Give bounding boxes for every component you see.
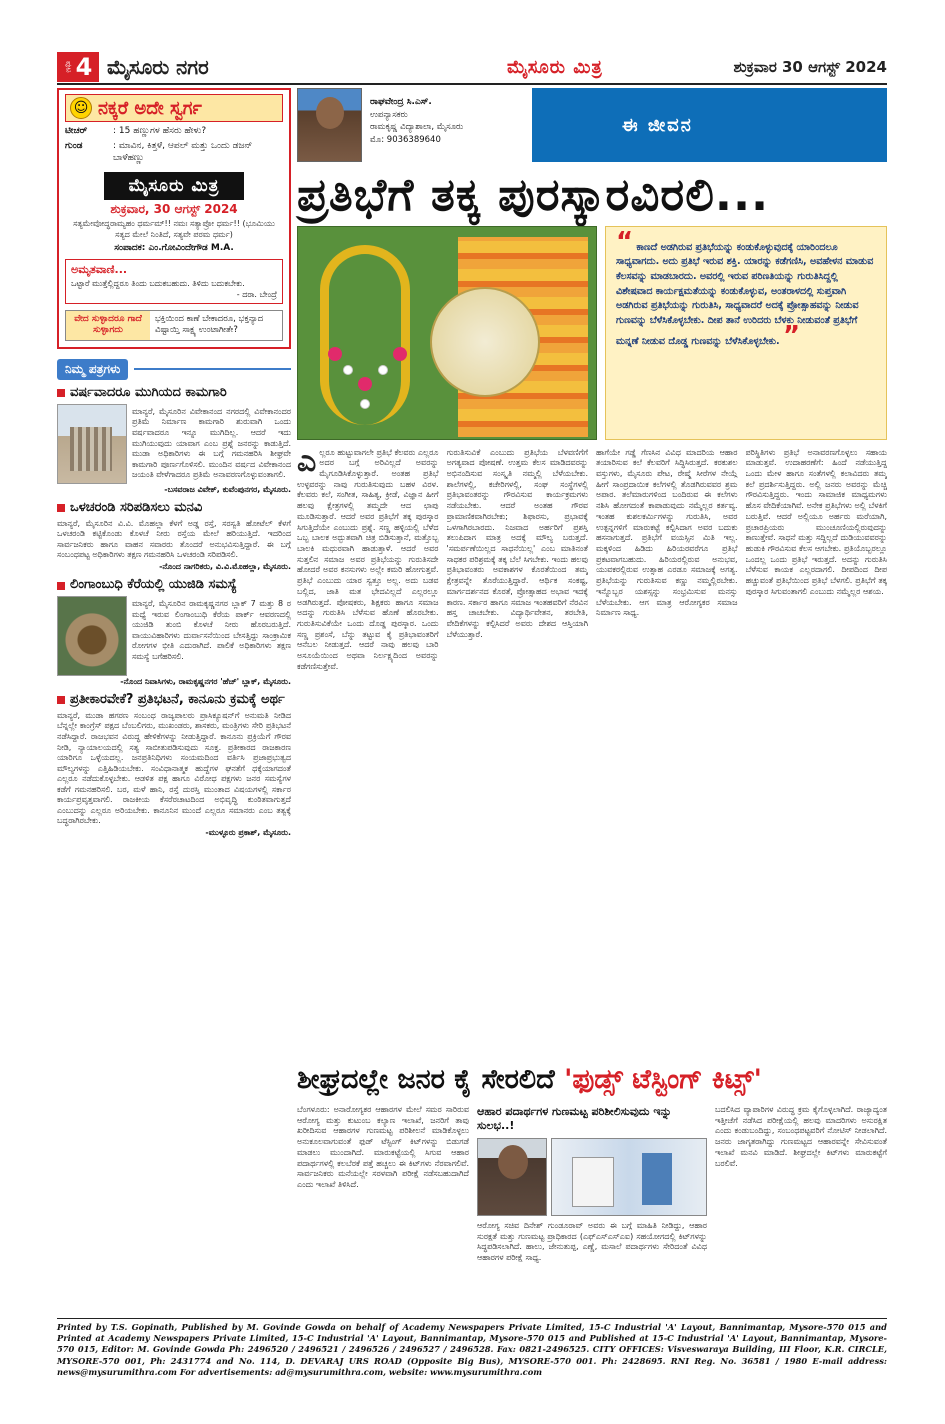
article-text: ಗುರುತಿಸುವಿಕೆ ಎಂಬುದು ಪ್ರತಿಭೆಯ ಬೆಳವಣಿಗೆಗೆ ಅಗತ್ಯವಾದ ಪೋಷಣೆ. ಉತ್ತಮ ಕೆಲಸ ಮಾಡಿದವರನ್ನು ಅಭಿನಂದಿಸುವ ಸಂಸ್ಕೃತಿ ನಮ್ಮಲ್ಲಿ ಬೆಳೆಯಬೇಕು. ಶಾಲೆಗಳಲ್ಲಿ, ಕಚೇರಿಗಳಲ್ಲಿ, ಸಂಘ ಸಂಸ್ಥೆಗಳಲ್ಲಿ ಪ್ರತಿಭಾವಂತರನ್ನು ಗೌರವಿಸುವ ಕಾರ್ಯಕ್ರಮಗಳು ನಡೆಯಬೇಕು. ಆದರೆ ಅಂತಹ ಗೌರವ ಪ್ರಾಮಾಣಿಕವಾಗಿರಬೇಕು; ಶಿಫಾರಸು, ಪ್ರಭಾವಕ್ಕೆ ಒಳಗಾಗಿರಬಾರದು. ನಿಜವಾದ ಅರ್ಹರಿಗೆ ಪ್ರಶಸ್ತಿ ತಲುಪಿದಾಗ ಮಾತ್ರ ಅದಕ್ಕೆ ಮೌಲ್ಯ ಬರುತ್ತದೆ. 'ಸಮರ್ಪಣೆಯಿಲ್ಲದ ಸಾಧನೆಯಿಲ್ಲ' ಎಂಬ ಮಾತಿನಂತೆ ಸಾಧಕರ ಪರಿಶ್ರಮಕ್ಕೆ ತಕ್ಕ ಬೆಲೆ ಸಿಗಬೇಕು. ಇಂದು ಹಲವು ಪ್ರತಿಭಾವಂತರು ಅವಕಾಶಗಳ ಕೊರತೆಯಿಂದ ತಮ್ಮ ಕ್ಷೇತ್ರವನ್ನೇ ತೊರೆಯುತ್ತಿದ್ದಾರೆ. ಆರ್ಥಿಕ ಸಂಕಷ್ಟ, ಮಾರ್ಗದರ್ಶನದ ಕೊರತೆ, ಪ್ರೋತ್ಸಾಹದ ಅಭಾವ ಇದಕ್ಕೆ ಕಾರಣ. ಸರ್ಕಾರ ಹಾಗೂ ಸಮಾಜ ಇಂತಹವರಿಗೆ ನೆರವಿನ ಹಸ್ತ ಚಾಚಬೇಕು. ವಿದ್ಯಾರ್ಥಿವೇತನ, ತರಬೇತಿ, ವೇದಿಕೆಗಳನ್ನು ಕಲ್ಪಿಸಿದರೆ ಅವರು ದೇಶದ ಆಸ್ತಿಯಾಗಿ ಬೆಳೆಯುತ್ತಾರೆ.	[446, 447, 588, 639]
food-article-column: ಆರೋಗ್ಯ ಸಚಿವ ದಿನೇಶ್ ಗುಂಡೂರಾವ್ ಅವರು ಈ ಬಗ್ಗೆ ಮಾಹಿತಿ ನೀಡಿದ್ದು, ಆಹಾರ ಸುರಕ್ಷತೆ ಮತ್ತು ಗುಣಮಟ್ಟ ಪ್ರಾಧಿಕಾರದ (ಎಫ್‌ಎಸ್‌ಎಸ್‌ಎಐ) ಸಹಯೋಗದಲ್ಲಿ ಕಿಟ್‌ಗಳನ್ನು ಸಿದ್ಧಪಡಿಸಲಾಗಿದೆ. ಹಾಲು, ಜೇನುತುಪ್ಪ, ಎಣ್ಣೆ, ಮಸಾಲೆ ಪದಾರ್ಥಗಳು ಸೇರಿದಂತೆ ವಿವಿಧ ಆಹಾರಗಳ ಪರೀಕ್ಷೆ ಸಾಧ್ಯ.	[477, 1221, 707, 1263]
bullet-square-icon	[57, 389, 65, 397]
close-quote-icon: ”	[782, 320, 801, 351]
letter-item	[57, 501, 291, 572]
joke-speaker: ಗುಂಡ	[65, 141, 83, 152]
letter-signature: -ಮುಳ್ಳೂರು ಪ್ರಕಾಶ್, ಮೈಸೂರು.	[205, 827, 291, 837]
joke-speaker: ಟೀಚರ್	[65, 126, 88, 136]
open-quote-icon: “	[616, 226, 634, 257]
imprint-footer: Printed by T.S. Gopinath, Published by M. Govinde Gowda on behalf of Academy Newspapers Private Limited, 15-C Industrial 'A' Layout, Bannimantap, Mysore-570 015 and Printed at Academy Newspapers Private Limited, 15-C Industrial 'A' Layout, Bannimantap, Mysore-570 015 and Published at 15-C Industrial 'A' Layout, Bannimantap, Mysore-570 015, Editor: M. Govinde Gowda Ph: 2496520 / 2496521 / 2496526 / 2496527 / 2496528. Fax: 0821-2496525. CITY OFFICES: Visveswaraya Building, III Floor, K.R. CIRCLE, MYSORE-570 001, Ph: 2431774 and No. 114, D. DEVARAJ URS ROAD (Opposite Big Bus), MYSORE-570 001. Ph: 2428695. RNI Reg. No. 36581 / 1980 E-mail address: news@mysurumithra.com For advertisements: ad@mysurumithra.com, website: www.mysurumithra.com	[57, 1322, 887, 1377]
article-column	[297, 448, 439, 958]
drop-cap: ಎ	[297, 447, 317, 479]
joke-line	[65, 140, 283, 164]
logo-date: ಶುಕ್ರವಾರ, 30 ಆಗಸ್ಟ್ 2024	[110, 202, 238, 217]
page-number: 4	[75, 53, 93, 81]
joke-box	[57, 88, 291, 349]
author-name: ರಾಘವೇಂದ್ರ ಸಿ.ಎಸ್.	[370, 97, 432, 107]
joke-title: ನಕ್ಕರೆ ಅದೇ ಸ್ವರ್ಗ	[98, 97, 202, 119]
letters-header	[57, 359, 291, 380]
letters-tag: ನಿಮ್ಮ ಪತ್ರಗಳು	[57, 359, 128, 380]
page-number-badge	[57, 52, 99, 82]
lake-drainage-photo	[57, 596, 127, 676]
letter-salutation: ಮಾನ್ಯರೆ,	[57, 518, 81, 528]
quote-title: ಅಮೃತವಾಣಿ...	[71, 263, 128, 277]
masthead	[57, 52, 887, 82]
quote-of-day	[65, 259, 283, 303]
letter-signature: -ನೊಂದ ನಿವಾಸಿಗಳು, ರಾಮಕೃಷ್ಣನಗರ 'ಹೆಚ್' ಬ್ಲಾಕ್, ಮೈಸೂರು.	[120, 676, 291, 686]
letter-signature: -ನೊಂದ ನಾಗರಿಕರು, ವಿ.ವಿ.ಮೊಹಲ್ಲಾ, ಮೈಸೂರು.	[159, 562, 291, 572]
letter-header	[57, 693, 291, 708]
footer-divider	[57, 1318, 887, 1319]
column-title: ಈ ಜೀವನ	[532, 88, 887, 162]
food-article-column: ಬೆಂಗಳೂರು: ಅನಾರೋಗ್ಯಕರ ಆಹಾರಗಳ ಮೇಲೆ ಸಮರ ಸಾರಿರುವ ಆರೋಗ್ಯ ಮತ್ತು ಕುಟುಂಬ ಕಲ್ಯಾಣ ಇಲಾಖೆ, ಜನರಿಗೆ ತಾವು ಖರೀದಿಸುವ ಆಹಾರಗಳ ಗುಣಮಟ್ಟ ಪರಿಶೀಲನೆ ಮಾಡಿಕೊಳ್ಳಲು ಅನುಕೂಲವಾಗುವಂತೆ ಫುಡ್ ಟೆಸ್ಟಿಂಗ್ ಕಿಟ್‌ಗಳನ್ನು ಬಿಡುಗಡೆ ಮಾಡಲು ಮುಂದಾಗಿದೆ. ಮಾರುಕಟ್ಟೆಯಲ್ಲಿ ಸಿಗುವ ಆಹಾರ ಪದಾರ್ಥಗಳಲ್ಲಿ ಕಲಬೆರಕೆ ಪತ್ತೆ ಹಚ್ಚಲು ಈ ಕಿಟ್‌ಗಳು ನೆರವಾಗಲಿವೆ. ಸಾರ್ವಜನಿಕರು ಮನೆಯಲ್ಲೇ ಸರಳವಾಗಿ ಪರೀಕ್ಷೆ ನಡೆಸಬಹುದಾಗಿದೆ ಎಂದು ಇಲಾಖೆ ತಿಳಿಸಿದೆ.	[297, 1105, 469, 1190]
letter-header	[57, 501, 291, 516]
letter-title: ವರ್ಷವಾದರೂ ಮುಗಿಯದ ಕಾಮಗಾರಿ	[70, 384, 227, 400]
letter-body	[132, 599, 291, 676]
letter-body	[132, 407, 291, 484]
joke-text: : 15 ಹಣ್ಣುಗಳ ಹೆಸರು ಹೇಳು?	[113, 126, 207, 136]
article-column	[746, 448, 888, 958]
article-column	[447, 448, 589, 958]
letter-item	[57, 578, 291, 687]
bullet-square-icon	[57, 504, 65, 512]
proverb-box	[65, 310, 283, 341]
brand-logo: ಮೈಸೂರು ಮಿತ್ರ	[507, 56, 603, 78]
pearl-shape	[378, 365, 388, 375]
food-article-middle	[477, 1105, 707, 1305]
author-phone: ಮೊ: 9036389640	[370, 134, 441, 145]
laughing-face-icon: ☺	[70, 97, 92, 119]
letter-text: ಮೈಸೂರಿನ ರಾಮಕೃಷ್ಣನಗರ ಬ್ಲಾಕ್ 7 ಮತ್ತು 8 ರ ಮಧ್ಯೆ ಇರುವ ಲಿಂಗಾಂಬುಧಿ ಕೆರೆಯ ಪಾರ್ಕ್ ಆವರಣದಲ್ಲಿ ಯುಜಿಡಿ ತುಂಬಿ ಕೊಳಚೆ ನೀರು ಹೊರಬರುತ್ತಿದೆ. ವಾಯುವಿಹಾರಿಗಳು ದುರ್ವಾಸನೆಯಿಂದ ಬೇಸತ್ತಿದ್ದು ಸಾಂಕ್ರಾಮಿಕ ರೋಗಗಳ ಭೀತಿ ಎದುರಾಗಿದೆ. ಪಾಲಿಕೆ ಅಧಿಕಾರಿಗಳು ತಕ್ಷಣ ಸಮಸ್ಯೆ ಬಗೆಹರಿಸಲಿ.	[132, 598, 292, 661]
bullet-square-icon	[57, 696, 65, 704]
joke-header	[65, 94, 283, 122]
letter-text: ಮೈಸೂರಿನ ವಿವೇಕಾನಂದ ನಗರದಲ್ಲಿ ವಿವೇಕಾನಂದರ ಪ್ರತಿಮೆ ನಿರ್ಮಾಣ ಕಾಮಗಾರಿ ಶುರುವಾಗಿ ಒಂದು ವರ್ಷವಾದರೂ ಇನ್ನೂ ಮುಗಿದಿಲ್ಲ. ಆದರೆ ಇದು ಮುಗಿಯುವುದು ಯಾವಾಗ ಎಂಬ ಪ್ರಶ್ನೆ ಜನರನ್ನು ಕಾಡುತ್ತಿದೆ. ಮುಡಾ ಅಧಿಕಾರಿಗಳು ಈ ಬಗ್ಗೆ ಗಮನಹರಿಸಿ ಶೀಘ್ರವೇ ಕಾಮಗಾರಿ ಪೂರ್ಣಗೊಳಿಸಲಿ. ಮುಂದಿನ ವರ್ಷದ ವಿವೇಕಾನಂದ ಜಯಂತಿ ವೇಳೆಗಾದರೂ ಪ್ರತಿಮೆ ಅನಾವರಣಗೊಳ್ಳುವಂತಾಗಲಿ.	[132, 406, 291, 480]
bullet-square-icon	[57, 582, 65, 590]
quote-author: - ದರಾ. ಬೇಂದ್ರೆ	[236, 289, 277, 299]
article-headline: ಪ್ರತಿಭೆಗೆ ತಕ್ಕ ಪುರಸ್ಕಾರವಿರಲಿ...	[297, 168, 770, 221]
editor-line: ಸಂಪಾದಕ: ಎಂ.ಗೋವಿಂದೇಗೌಡ M.A.	[114, 243, 234, 254]
article-column	[596, 448, 738, 958]
bead-shape	[393, 347, 407, 361]
letter-salutation: ಮಾನ್ಯರೆ,	[57, 710, 81, 720]
bead-shape	[328, 347, 342, 361]
issue-date: ಶುಕ್ರವಾರ 30 ಆಗಸ್ಟ್ 2024	[733, 58, 887, 76]
letter-content	[57, 404, 291, 484]
letter-text: ಮುಡಾ ಹಗರಣ ಸಂಬಂಧ ರಾಜ್ಯಪಾಲರು ಪ್ರಾಸಿಕ್ಯೂಷನ್‌ಗೆ ಅನುಮತಿ ನೀಡಿದ ಬೆನ್ನಲ್ಲೇ ಕಾಂಗ್ರೆಸ್ ಪಕ್ಷದ ಬೆಂಬಲಿಗರು, ಮುಖಂಡರು, ಶಾಸಕರು, ಮಂತ್ರಿಗಳು ಸೇರಿ ಪ್ರತಿಭಟನೆ ನಡೆಸಿದ್ದಾರೆ. ರಾಜಭವನ ವಿರುದ್ಧ ಹೇಳಿಕೆಗಳನ್ನು ನೀಡುತ್ತಿದ್ದಾರೆ. ಕಾನೂನು ಪ್ರಕ್ರಿಯೆಗೆ ಗೌರವ ನೀಡಿ, ನ್ಯಾಯಾಲಯದಲ್ಲಿ ಸತ್ಯ ಸಾಬೀತುಪಡಿಸುವುದು ಸೂಕ್ತ. ಪ್ರತೀಕಾರದ ರಾಜಕಾರಣ ಯಾರಿಗೂ ಒಳ್ಳೆಯದಲ್ಲ. ಜನಪ್ರತಿನಿಧಿಗಳು ಸಂಯಮದಿಂದ ವರ್ತಿಸಿ ಪ್ರಜಾಪ್ರಭುತ್ವದ ಮೌಲ್ಯಗಳನ್ನು ಎತ್ತಿಹಿಡಿಯಬೇಕು. ಸಂವಿಧಾನಾತ್ಮಕ ಹುದ್ದೆಗಳ ಘನತೆಗೆ ಧಕ್ಕೆಯಾಗದಂತೆ ಎಲ್ಲರೂ ನಡೆದುಕೊಳ್ಳಬೇಕು. ಆಡಳಿತ ಪಕ್ಷ ಹಾಗೂ ವಿರೋಧ ಪಕ್ಷಗಳು ಜನರ ಸಮಸ್ಯೆಗಳ ಕಡೆಗೆ ಗಮನಹರಿಸಲಿ. ಬರ, ಮಳೆ ಹಾನಿ, ರಸ್ತೆ ದುರಸ್ತಿ ಮುಂತಾದ ವಿಷಯಗಳಲ್ಲಿ ಸರ್ಕಾರ ಕಾರ್ಯಪ್ರವೃತ್ತವಾಗಲಿ. ರಾಜಕೀಯ ಕೆಸರೆರಚಾಟದಿಂದ ಅಭಿವೃದ್ಧಿ ಕುಂಠಿತವಾಗುತ್ತದೆ ಎಂಬುದನ್ನು ಎಲ್ಲರೂ ಅರಿಯಬೇಕು. ಕಾನೂನಿನ ಮುಂದೆ ಎಲ್ಲರೂ ಸಮಾನರು ಎಂಬ ತತ್ವಕ್ಕೆ ಬದ್ಧರಾಗಿರಬೇಕು.	[57, 710, 291, 826]
letter-salutation: ಮಾನ್ಯರೆ,	[132, 598, 156, 608]
article-body	[297, 448, 887, 958]
pull-quote-text: ಕಾಣದೆ ಅಡಗಿರುವ ಪ್ರತಿಭೆಯನ್ನು ಕಂಡುಕೊಳ್ಳುವುದಕ್ಕೆ ಯಾರಿಂದಲೂ ಸಾಧ್ಯವಾಗದು. ಅದು ಪ್ರತಿಭೆ ಇರುವ ಶಕ್ತಿ. ಯಾರನ್ನು ಕಡೆಗಣಿಸಿ, ಅವಹೇಳನ ಮಾಡುವ ಕೆಲಸವನ್ನು ಮಾಡಬಾರದು. ಅವರಲ್ಲಿ ಇರುವ ಪರಿಣತಿಯನ್ನು ಗುರುತಿಸಿದ್ದಲ್ಲಿ ವಿಶೇಷವಾದ ಕಾರ್ಯಕ್ಷಮತೆಯನ್ನು ಕಂಡುಕೊಳ್ಳುವ, ಅಂತರಾಳದಲ್ಲಿ ಸುಪ್ತವಾಗಿ ಅಡಗಿರುವ ಪ್ರತಿಭೆಯನ್ನು ಗುರುತಿಸಿ, ಸಾಧ್ಯವಾದರೆ ಅದಕ್ಕೆ ಪ್ರೋತ್ಸಾಹವನ್ನು ನೀಡುವ ಗುಣವನ್ನು ಬೆಳೆಸಿಕೊಳ್ಳಬೇಕು. ದೀಪ ತಾನೆ ಉರಿದರು ಬೆಳಕು ನೀಡುವಂತೆ ಪ್ರತಿಭೆಗೆ ಮನ್ನಣೆ ನೀಡುವ ದೊಡ್ಡ ಗುಣವನ್ನು ಬೆಳೆಸಿಕೊಳ್ಳಬೇಕು.	[616, 241, 874, 347]
letters-divider	[134, 368, 291, 370]
letter-header	[57, 386, 291, 401]
letter-item	[57, 693, 291, 838]
letter-title: ಒಳಚರಂಡಿ ಸರಿಪಡಿಸಲು ಮನವಿ	[70, 499, 203, 515]
pearl-shape	[343, 365, 353, 375]
letter-signature: -ಬಸವರಾಜ ವಿವೇಕ್, ಕುವೆಂಪುನಗರ, ಮೈಸೂರು.	[164, 484, 291, 494]
necklace-shape	[320, 245, 410, 425]
statue-construction-photo	[57, 404, 127, 484]
letter-body	[57, 711, 291, 827]
article-media-row	[297, 226, 887, 440]
newspaper-logo: ಮೈಸೂರು ಮಿತ್ರ	[104, 172, 244, 200]
author-info	[362, 88, 532, 162]
article-text: ಪರಿಸ್ಥಿತಿಗಳು ಪ್ರತಿಭೆ ಅನಾವರಣಗೊಳ್ಳಲು ಸಹಾಯ ಮಾಡುತ್ತವೆ. ಉದಾಹರಣೆಗೆ: ಹಿಂದೆ ನಡೆಯುತ್ತಿದ್ದ ಒಂದು ಮೇಳ ಹಾಗೂ ಸಂತೆಗಳಲ್ಲಿ ಕಲಾವಿದರು ತಮ್ಮ ಕಲೆ ಪ್ರದರ್ಶಿಸುತ್ತಿದ್ದರು. ಅಲ್ಲಿ ಜನರು ಅವರನ್ನು ಮೆಚ್ಚಿ ಗೌರವಿಸುತ್ತಿದ್ದರು. ಇಂದು ಸಾಮಾಜಿಕ ಮಾಧ್ಯಮಗಳು ಹೊಸ ವೇದಿಕೆಯಾಗಿವೆ. ಅನೇಕ ಪ್ರತಿಭೆಗಳು ಅಲ್ಲಿ ಬೆಳಕಿಗೆ ಬರುತ್ತಿವೆ. ಆದರೆ ಅಲ್ಲಿಯೂ ಅರ್ಹರು ಮರೆಯಾಗಿ, ಪ್ರಚಾರಪ್ರಿಯರು ಮುಂಚೂಣಿಯಲ್ಲಿರುವುದನ್ನು ಕಾಣುತ್ತೇವೆ. ಸಾಧನೆ ಮತ್ತು ಸದ್ದಿಲ್ಲದೆ ದುಡಿಯುವವರನ್ನು ಹುಡುಕಿ ಗೌರವಿಸುವ ಕೆಲಸ ಆಗಬೇಕು. ಪ್ರತಿಯೊಬ್ಬರಲ್ಲೂ ಒಂದಲ್ಲ ಒಂದು ಪ್ರತಿಭೆ ಇರುತ್ತದೆ. ಅದನ್ನು ಗುರುತಿಸಿ ಬೆಳೆಸುವ ಕಾಯಕ ಎಲ್ಲರದಾಗಲಿ. ದೀಪದಿಂದ ದೀಪ ಹಚ್ಚುವಂತೆ ಪ್ರತಿಭೆಯಿಂದ ಪ್ರತಿಭೆ ಬೆಳಗಲಿ. ಪ್ರತಿಭೆಗೆ ತಕ್ಕ ಪುರಸ್ಕಾರ ಸಿಗುವಂತಾಗಲಿ ಎಂಬುದು ನಮ್ಮೆಲ್ಲರ ಆಶಯ.	[745, 447, 887, 596]
proverb-text: ಭಕ್ತಿಯಿಂದ ಕಾಣೆ ಬೇಕಾದರೂ, ಭಕ್ತನ್ಯಾದ ವಿಷ್ಟಾಯ್ತಿ ಸಾಕ್ಷ್ಯ ಉಂಟಾಗೀತೇ?	[155, 313, 264, 335]
author-photo	[297, 88, 362, 162]
main-column	[297, 88, 887, 958]
pearl-shape	[360, 399, 370, 409]
author-role: ಉಪನ್ಯಾಸಕರು	[370, 110, 408, 121]
food-photos	[477, 1138, 707, 1216]
logo-motto: ಸತ್ಯಮೇವೋದ್ಧರಾಮ್ಯಹಂ ಧರ್ಮಮ್!! ನಮಃ ಸತ್ಯಾಪ್ರೋ ಧರ್ಮ!! (ಭೂಮಿಯು ಸತ್ಯದ ಮೇಲೆ ನಿಂತಿದೆ, ಸತ್ಯವೇ ಪರಮ ಧರ್ಮ)	[73, 219, 275, 239]
food-headline-highlight: 'ಫುಡ್ಸ್ ಟೆಸ್ಟಿಂಗ್ ಕಿಟ್ಸ್'	[564, 1064, 762, 1095]
letter-title: ಪ್ರತೀಕಾರವೇಕೆ? ಪ್ರತಿಭಟನೆ, ಕಾನೂನು ಕ್ರಮಕ್ಕೆ ಅರ್ಥ	[70, 691, 285, 707]
mysore-peta-necklace-photo	[297, 226, 597, 440]
joke-line	[65, 125, 283, 137]
bead-shape	[358, 377, 372, 391]
pull-quote	[605, 226, 887, 440]
top-divider	[57, 83, 887, 85]
letter-header	[57, 578, 291, 593]
turban-shape	[430, 287, 540, 397]
food-kit-headline	[297, 1065, 887, 1095]
letter-content	[57, 596, 291, 676]
letter-text: ಮೈಸೂರಿನ ವಿ.ವಿ. ಮೊಹಲ್ಲಾ ಕೆಳಗೆ ಅಡ್ಡ ರಸ್ತೆ, ಸರಸ್ವತಿ ಹೋಟೆಲ್ ಕೆಳಗೆ ಒಳಚರಂಡಿ ಕಟ್ಟಿಕೊಂಡು ಕೊಳಚೆ ನೀರು ರಸ್ತೆಯ ಮೇಲೆ ಹರಿಯುತ್ತಿದೆ. ಇದರಿಂದ ಸಾರ್ವಜನಿಕರು ಹಾಗೂ ವಾಹನ ಸವಾರರು ತೊಂದರೆ ಅನುಭವಿಸುತ್ತಿದ್ದಾರೆ. ಈ ಬಗ್ಗೆ ಸಂಬಂಧಪಟ್ಟ ಅಧಿಕಾರಿಗಳು ತಕ್ಷಣ ಗಮನಹರಿಸಿ ಒಳಚರಂಡಿ ಸರಿಪಡಿಸಲಿ.	[57, 518, 291, 560]
minister-photo	[477, 1138, 547, 1216]
food-subheadline: ಆಹಾರ ಪದಾರ್ಥಗಳ ಗುಣಮಟ್ಟ ಪರಿಶೀಲಿಸುವುದು ಇನ್ನು ಸುಲಭ..!	[477, 1105, 672, 1132]
food-headline-main: ಶೀಘ್ರದಲ್ಲೇ ಜನರ ಕೈ ಸೇರಲಿದೆ	[297, 1064, 555, 1095]
byline-box	[297, 88, 887, 162]
page-tag: ಪುಟ	[64, 61, 74, 73]
section-title: ಮೈಸೂರು ನಗರ	[107, 55, 209, 79]
food-article-column: ಬದಲಿಸಿದ ವ್ಯಾಪಾರಿಗಳ ವಿರುದ್ಧ ಕ್ರಮ ಕೈಗೊಳ್ಳಲಾಗಿದೆ. ರಾಜ್ಯಾದ್ಯಂತ ಇತ್ತೀಚೆಗೆ ನಡೆಸಿದ ಪರೀಕ್ಷೆಯಲ್ಲಿ ಹಲವು ಮಾದರಿಗಳು ಅಸುರಕ್ಷಿತ ಎಂದು ಕಂಡುಬಂದಿದ್ದು, ಸಂಬಂಧಪಟ್ಟವರಿಗೆ ನೋಟಿಸ್ ನೀಡಲಾಗಿದೆ. ಜನರು ಜಾಗೃತರಾಗಿದ್ದು ಗುಣಮಟ್ಟದ ಆಹಾರವನ್ನೇ ಸೇವಿಸುವಂತೆ ಇಲಾಖೆ ಮನವಿ ಮಾಡಿದೆ. ಶೀಘ್ರದಲ್ಲೇ ಕಿಟ್‌ಗಳು ಮಾರುಕಟ್ಟೆಗೆ ಬರಲಿವೆ.	[715, 1105, 887, 1168]
letter-title: ಲಿಂಗಾಂಬುಧಿ ಕೆರೆಯಲ್ಲಿ ಯುಜಿಡಿ ಸಮಸ್ಯೆ	[70, 577, 237, 593]
testing-kit-photo	[551, 1138, 707, 1216]
article-text: ಲ್ಲರೂ ಹುಟ್ಟುವಾಗಲೇ ಪ್ರತಿಭೆ ಕೆಲವರು ಎಲ್ಲರೂ ಅದರ ಬಗ್ಗೆ ಅರಿವಿಲ್ಲದೆ ಅವರನ್ನು ಮೈಗೂಡಿಸಿಕೊಳ್ಳುತ್ತಾರೆ. ಅಂತಹ ಪ್ರತಿಭೆ ಉಳ್ಳವರನ್ನು ನಾವು ಗುರುತಿಸುವುದು ಬಹಳ ವಿರಳ. ಕೆಲವರು ಕಲೆ, ಸಂಗೀತ, ಸಾಹಿತ್ಯ, ಕ್ರೀಡೆ, ವಿಜ್ಞಾನ ಹೀಗೆ ಹಲವು ಕ್ಷೇತ್ರಗಳಲ್ಲಿ ತಮ್ಮದೇ ಆದ ಛಾಪು ಮೂಡಿಸುತ್ತಾರೆ. ಆದರೆ ಅವರ ಪ್ರತಿಭೆಗೆ ತಕ್ಕ ಪುರಸ್ಕಾರ ಸಿಗುತ್ತಿದೆಯೇ ಎಂಬುದು ಪ್ರಶ್ನೆ. ಸಣ್ಣ ಹಳ್ಳಿಯಲ್ಲಿ ಬೆಳೆದ ಒಬ್ಬ ಬಾಲಕ ಅದ್ಭುತವಾಗಿ ಚಿತ್ರ ಬಿಡಿಸುತ್ತಾನೆ, ಮತ್ತೊಬ್ಬ ಬಾಲಕಿ ಮಧುರವಾಗಿ ಹಾಡುತ್ತಾಳೆ. ಆದರೆ ಅವರ ಸುತ್ತಲಿನ ಸಮಾಜ ಅವರ ಪ್ರತಿಭೆಯನ್ನು ಗುರುತಿಸದೇ ಹೋದರೆ ಅವರ ಕನಸುಗಳು ಅಲ್ಲೇ ಕಮರಿ ಹೋಗುತ್ತವೆ. ಪ್ರತಿಭೆ ಎಂಬುದು ಯಾರ ಸ್ವತ್ತೂ ಅಲ್ಲ. ಅದು ಬಡವ ಬಲ್ಲಿದ, ಜಾತಿ ಮತ ಭೇದವಿಲ್ಲದೆ ಎಲ್ಲರಲ್ಲೂ ಅಡಗಿರುತ್ತದೆ. ಪೋಷಕರು, ಶಿಕ್ಷಕರು ಹಾಗೂ ಸಮಾಜ ಅದನ್ನು ಗುರುತಿಸಿ ಬೆಳೆಸುವ ಹೊಣೆ ಹೊರಬೇಕು. ಗುರುತಿಸುವಿಕೆಯೇ ಒಂದು ದೊಡ್ಡ ಪುರಸ್ಕಾರ. ಒಂದು ಸಣ್ಣ ಪ್ರಶಂಸೆ, ಬೆನ್ನು ತಟ್ಟುವ ಕೈ ಪ್ರತಿಭಾವಂತರಿಗೆ ಆನೆಬಲ ನೀಡುತ್ತದೆ. ಆದರೆ ನಾವು ಹಲವು ಬಾರಿ ಅಸೂಯೆಯಿಂದ ಅಥವಾ ನಿರ್ಲಕ್ಷ್ಯದಿಂದ ಅವರನ್ನು ಕಡೆಗಣಿಸುತ್ತೇವೆ.	[297, 447, 439, 671]
letter-body	[57, 519, 291, 561]
joke-text: : ಮಾವಿನ, ಕಿತ್ತಳೆ, ಆಪಲ್ ಮತ್ತು ಒಂದು ಡಜನ್ ಬಾಳೆಹಣ್ಣು	[113, 141, 253, 164]
letter-item	[57, 386, 291, 495]
food-kit-article	[297, 1105, 887, 1305]
article-text: ಹಾಗೆಯೇ ಗಡ್ಡೆ ಗೆಣಸಿನ ವಿವಿಧ ಮಾದರಿಯ ಆಹಾರ ತಯಾರಿಸುವ ಕಲೆ ಕೆಲವರಿಗೆ ಸಿದ್ಧಿಸಿರುತ್ತದೆ. ಕರಕುಶಲ ವಸ್ತುಗಳು, ಮೈಸೂರು ಪೇಟ, ರೇಷ್ಮೆ ಸೀರೆಗಳ ನೇಯ್ಗೆ ಹೀಗೆ ಸಾಂಪ್ರದಾಯಿಕ ಕಲೆಗಳಲ್ಲಿ ತೊಡಗಿರುವವರ ಶ್ರಮ ಅಪಾರ. ತಲೆಮಾರುಗಳಿಂದ ಬಂದಿರುವ ಈ ಕಲೆಗಳು ನಶಿಸಿ ಹೋಗದಂತೆ ಕಾಪಾಡುವುದು ನಮ್ಮೆಲ್ಲರ ಕರ್ತವ್ಯ. ಇಂತಹ ಕುಶಲಕರ್ಮಿಗಳನ್ನು ಗುರುತಿಸಿ, ಅವರ ಉತ್ಪನ್ನಗಳಿಗೆ ಮಾರುಕಟ್ಟೆ ಕಲ್ಪಿಸಿದಾಗ ಅವರ ಬದುಕು ಹಸನಾಗುತ್ತದೆ. ಪ್ರತಿಭೆಗೆ ವಯಸ್ಸಿನ ಮಿತಿ ಇಲ್ಲ. ಮಕ್ಕಳಿಂದ ಹಿಡಿದು ಹಿರಿಯರವರೆಗೂ ಪ್ರತಿಭೆ ಪ್ರಕಟವಾಗಬಹುದು. ಹಿರಿಯರಲ್ಲಿರುವ ಅನುಭವ, ಯುವಕರಲ್ಲಿರುವ ಉತ್ಸಾಹ ಎರಡೂ ಸಮಾಜಕ್ಕೆ ಅಗತ್ಯ. ಪ್ರತಿಭೆಯನ್ನು ಗುರುತಿಸುವ ಕಣ್ಣು ನಮ್ಮಲ್ಲಿರಬೇಕು. ಇನ್ನೊಬ್ಬರ ಯಶಸ್ಸನ್ನು ಸಂಭ್ರಮಿಸುವ ಮನಸ್ಸು ಬೆಳೆಯಬೇಕು. ಆಗ ಮಾತ್ರ ಆರೋಗ್ಯಕರ ಸಮಾಜ ನಿರ್ಮಾಣ ಸಾಧ್ಯ.	[596, 447, 738, 618]
left-column	[57, 88, 291, 838]
letter-salutation: ಮಾನ್ಯರೆ,	[132, 406, 156, 416]
author-org: ರಾಮಕೃಷ್ಣ ವಿದ್ಯಾಶಾಲಾ, ಮೈಸೂರು	[370, 122, 464, 133]
proverb-label: ವೇದ ಸುಳ್ಳಾದರೂ ಗಾದೆ ಸುಳ್ಳಾಗದು	[66, 311, 150, 340]
quote-text: ಒಟ್ಟಾರೆ ಮುತ್ತೆಲ್ಲಿದ್ದರೂ ತಿಂದು ಬದುಕಬಹುದು. ತಿಳಿದು ಬದುಕಬೇಕು.	[71, 279, 245, 289]
